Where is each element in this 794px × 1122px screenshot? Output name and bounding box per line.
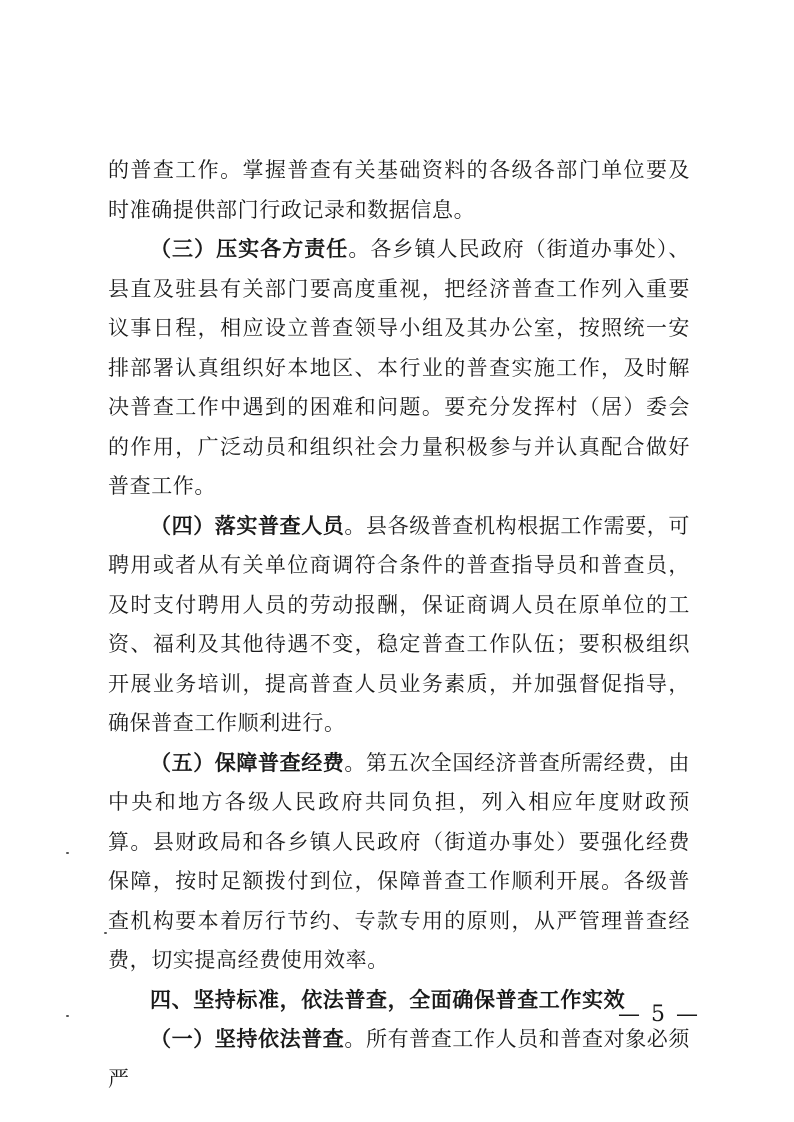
- paragraph-text: 。各乡镇人民政府（街道办事处）、县直及驻县有关部门要高度重视，把经济普查工作列入重要议事日程，相应设立普查领导小组及其办公室，按照统一安排部署认真组织好本地区、本行业的普查实施工作，及时解决普查工作中遇到的困难和问题。要充分发挥村（居）委会的作用，广泛动员和组织社会力量积极参与并认真配合做好普查工作。: [108, 237, 690, 498]
- paragraph-text: 。县各级普查机构根据工作需要，可聘用或者从有关单位商调符合条件的普查指导员和普查员，及时支付聘用人员的劳动报酬，保证商调人员在原单位的工资、福利及其他待遇不变，稳定普查工作队伍；要积极组织开展业务培训，提高普查人员业务素质，并加强督促指导，确保普查工作顺利进行。: [108, 513, 691, 735]
- document-body: [108, 151, 690, 1099]
- page-number: — 5 —: [618, 1002, 700, 1027]
- scan-speck: [66, 1015, 69, 1017]
- scan-speck: [104, 932, 107, 934]
- scan-speck: [66, 852, 69, 854]
- paragraph-section-3: [108, 230, 690, 507]
- section-lead-3: （三）压实各方责任: [150, 237, 349, 261]
- subsection-lead-1: （一）坚持依法普查: [150, 1027, 345, 1051]
- paragraph-section-4: [108, 507, 690, 744]
- paragraph-section-5: [108, 744, 690, 981]
- paragraph-subsection-1: [108, 1020, 690, 1099]
- section-lead-5: （五）保障普查经费: [150, 750, 345, 775]
- section-heading-4: 四、坚持标准，依法普查，全面确保普查工作实效: [150, 987, 626, 1012]
- paragraph-continued: [108, 151, 690, 230]
- paragraph-text: 。第五次全国经济普查所需经费，由中央和地方各级人民政府共同负担，列入相应年度财政预算。县财政局和各乡镇人民政府（街道办事处）要强化经费保障，按时足额拨付到位，保障普查工作顺利开展。各级普查机构要本着厉行节约、专款专用的原则，从严管理普查经费，切实提高经费使用效率。: [108, 750, 691, 972]
- paragraph-text: 的普查工作。掌握普查有关基础资料的各级各部门单位要及时准确提供部门行政记录和数据信息。: [108, 158, 690, 222]
- paragraph-text: 。所有普查工作人员和普查对象必须严: [108, 1027, 691, 1091]
- section-lead-4: （四）落实普查人员: [150, 513, 345, 538]
